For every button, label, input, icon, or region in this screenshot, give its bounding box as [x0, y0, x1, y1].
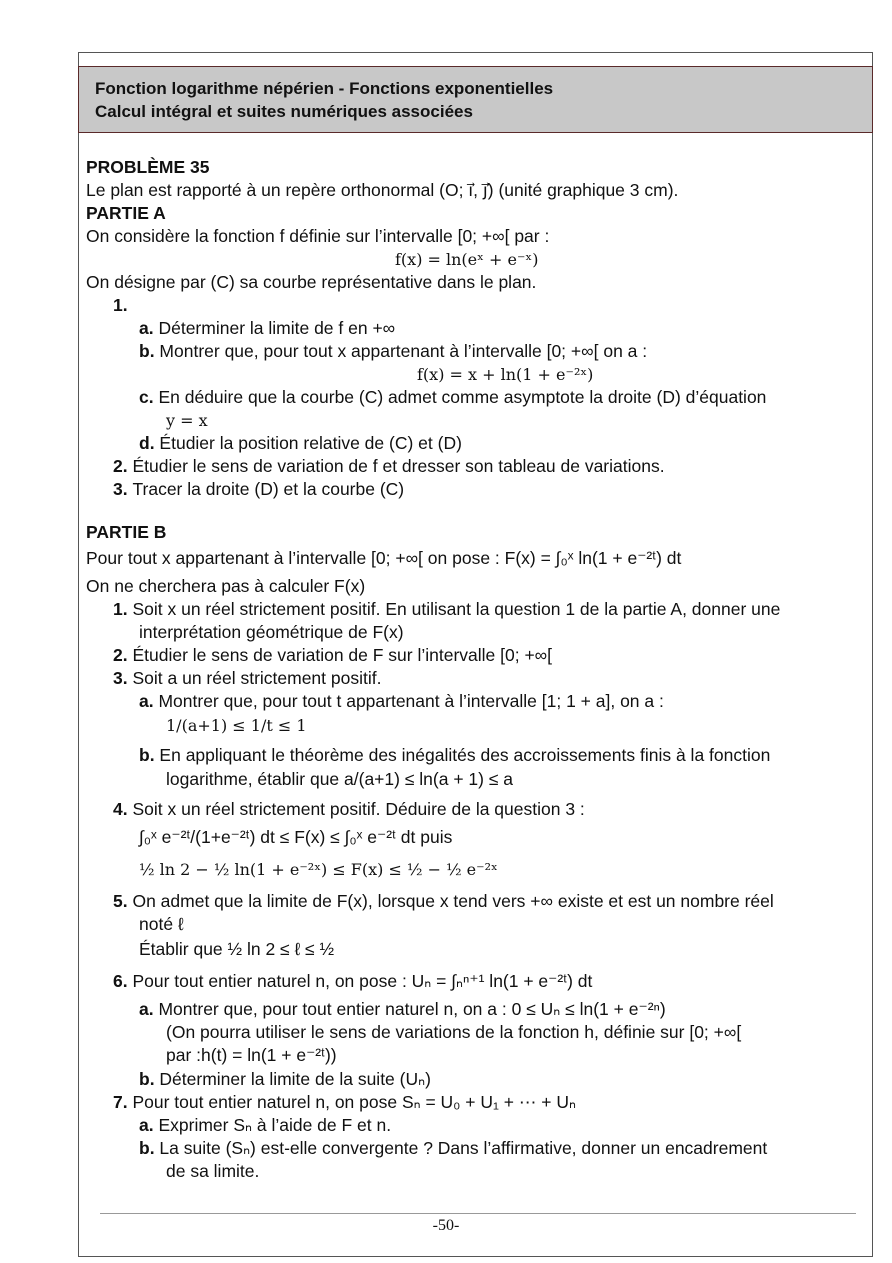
text-line: [139, 621, 404, 643]
chapter-title: Fonction logarithme népérien - Fonctions exponentielles: [95, 79, 554, 98]
item-label: 2.: [113, 645, 133, 665]
line-text: PARTIE B: [86, 522, 167, 542]
chapter-header: [78, 66, 873, 133]
line-text: 1/(a+1) ≤ 1/t ≤ 1: [166, 716, 307, 735]
item-label: 1.: [113, 599, 133, 619]
text-line: [86, 225, 549, 247]
section-heading: [86, 156, 210, 178]
text-line: [113, 798, 585, 820]
item-label: 3.: [113, 668, 133, 688]
text-line: [113, 970, 592, 992]
text-line: [395, 248, 538, 271]
text-line: [139, 938, 334, 960]
text-line: [139, 317, 395, 339]
item-label: b.: [139, 341, 160, 361]
item-label: 5.: [113, 891, 133, 911]
text-line: [113, 455, 665, 477]
item-label: b.: [139, 745, 160, 765]
text-line: [113, 1091, 576, 1113]
text-line: [139, 858, 498, 881]
text-line: [166, 714, 307, 737]
text-line: [86, 271, 536, 293]
line-text: y = x: [166, 411, 208, 430]
section-heading: [113, 294, 128, 316]
line-text: En déduire que la courbe (C) admet comme asymptote la droite (D) d’équation: [158, 387, 767, 407]
line-text: f(x) = x + ln(1 + e⁻²ˣ): [417, 365, 594, 384]
item-label: 6.: [113, 971, 133, 991]
item-label: a.: [139, 691, 159, 711]
line-text: 1.: [113, 295, 128, 315]
line-text: Soit a un réel strictement positif.: [132, 668, 382, 688]
line-text: Établir que ½ ln 2 ≤ ℓ ≤ ½: [139, 939, 335, 959]
line-text: logarithme, établir que a/(a+1) ≤ ln(a + 1) ≤ a: [166, 769, 514, 789]
line-text: PROBLÈME 35: [86, 157, 210, 177]
text-line: [166, 1160, 259, 1182]
text-line: [139, 1068, 431, 1090]
text-line: [113, 478, 404, 500]
text-line: [113, 644, 552, 666]
item-label: b.: [139, 1069, 160, 1089]
text-line: [166, 409, 208, 432]
item-label: b.: [139, 1138, 160, 1158]
line-text: Pour tout entier naturel n, on pose : Uₙ = ∫ₙⁿ⁺¹ ln(1 + e⁻²ᵗ) dt: [132, 971, 593, 991]
text-line: [139, 340, 647, 362]
chapter-subtitle: Calcul intégral et suites numériques associées: [95, 102, 473, 121]
item-label: 4.: [113, 799, 133, 819]
item-label: 7.: [113, 1092, 133, 1112]
text-line: [113, 667, 381, 689]
text-line: [166, 768, 513, 790]
line-text: Pour tout x appartenant à l’intervalle [0; +∞[ on pose : F(x) = ∫₀ˣ ln(1 + e⁻²ᵗ) dt: [86, 548, 682, 568]
text-line: [139, 913, 184, 935]
section-heading: [86, 521, 166, 543]
line-text: f(x) = ln(eˣ + e⁻ˣ): [395, 250, 539, 269]
line-text: Le plan est rapporté à un repère orthonormal (O; ı⃗, ȷ⃗) (unité graphique 3 cm).: [86, 180, 679, 200]
line-text: Tracer la droite (D) et la courbe (C): [132, 479, 405, 499]
line-text: Exprimer Sₙ à l’aide de F et n.: [158, 1115, 392, 1135]
line-text: noté ℓ: [139, 914, 184, 934]
text-line: [166, 1044, 337, 1066]
text-line: [139, 1114, 391, 1136]
line-text: Déterminer la limite de f en +∞: [158, 318, 396, 338]
text-line: [86, 575, 365, 597]
line-text: Déterminer la limite de la suite (Uₙ): [159, 1069, 431, 1089]
line-text: La suite (Sₙ) est-elle convergente ? Dans l’affirmative, donner un encadrement: [159, 1138, 768, 1158]
line-text: Étudier le sens de variation de f et dresser son tableau de variations.: [132, 456, 665, 476]
text-line: [417, 363, 593, 386]
item-label: a.: [139, 1115, 159, 1135]
line-text: de sa limite.: [166, 1161, 260, 1181]
line-text: Étudier la position relative de (C) et (D): [159, 433, 462, 453]
line-text: Montrer que, pour tout x appartenant à l’intervalle [0; +∞[ on a :: [159, 341, 648, 361]
item-label: a.: [139, 318, 159, 338]
line-text: PARTIE A: [86, 203, 166, 223]
text-line: [139, 690, 664, 712]
text-line: [113, 598, 780, 620]
line-text: Soit x un réel strictement positif. En utilisant la question 1 de la partie A, donner une: [132, 599, 781, 619]
line-text: Étudier le sens de variation de F sur l’intervalle [0; +∞[: [132, 645, 553, 665]
text-line: [113, 890, 774, 912]
line-text: interprétation géométrique de F(x): [139, 622, 404, 642]
text-line: [139, 998, 666, 1020]
footer-rule: [100, 1213, 856, 1214]
text-line: [86, 547, 681, 569]
text-line: [166, 1021, 741, 1043]
item-label: c.: [139, 387, 159, 407]
section-heading: [86, 202, 166, 224]
text-line: [139, 1137, 767, 1159]
line-text: Montrer que, pour tout entier naturel n, on a : 0 ≤ Uₙ ≤ ln(1 + e⁻²ⁿ): [158, 999, 666, 1019]
item-label: d.: [139, 433, 160, 453]
line-text: En appliquant le théorème des inégalités des accroissements finis à la fonction: [159, 745, 771, 765]
item-label: a.: [139, 999, 159, 1019]
text-line: [139, 432, 462, 454]
line-text: Soit x un réel strictement positif. Déduire de la question 3 :: [132, 799, 585, 819]
line-text: On considère la fonction f définie sur l’intervalle [0; +∞[ par :: [86, 226, 550, 246]
text-line: [139, 826, 452, 848]
line-text: On ne cherchera pas à calculer F(x): [86, 576, 366, 596]
line-text: On désigne par (C) sa courbe représentative dans le plan.: [86, 272, 537, 292]
page-number: -50-: [432, 1217, 460, 1234]
line-text: ½ ln 2 − ½ ln(1 + e⁻²ˣ) ≤ F(x) ≤ ½ − ½ e⁻²ˣ: [139, 860, 498, 879]
text-line: [139, 386, 766, 408]
text-line: [86, 179, 678, 201]
line-text: Pour tout entier naturel n, on pose Sₙ = U₀ + U₁ + ⋯ + Uₙ: [132, 1092, 576, 1112]
line-text: ∫₀ˣ e⁻²ᵗ/(1+e⁻²ᵗ) dt ≤ F(x) ≤ ∫₀ˣ e⁻²ᵗ dt puis: [139, 827, 453, 847]
line-text: (On pourra utiliser le sens de variations de la fonction h, définie sur [0; +∞[: [166, 1022, 742, 1042]
line-text: par :h(t) = ln(1 + e⁻²ᵗ)): [166, 1045, 337, 1065]
line-text: Montrer que, pour tout t appartenant à l’intervalle [1; 1 + a], on a :: [158, 691, 664, 711]
text-line: [139, 744, 770, 766]
item-label: 2.: [113, 456, 133, 476]
line-text: On admet que la limite de F(x), lorsque x tend vers +∞ existe et est un nombre réel: [132, 891, 774, 911]
item-label: 3.: [113, 479, 133, 499]
